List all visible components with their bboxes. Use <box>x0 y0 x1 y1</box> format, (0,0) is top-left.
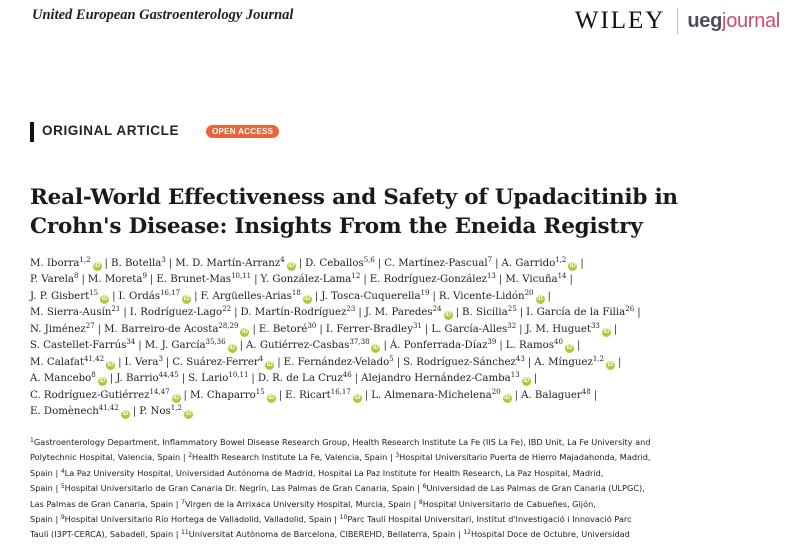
author-affiliation-ref: 13 <box>510 371 520 380</box>
author-affiliation-ref: 9 <box>142 272 147 281</box>
affiliation-text: Virgen de la Arrixaca University Hospital, Murcia, Spain | <box>185 498 419 509</box>
orcid-icon[interactable]: iD <box>566 345 573 352</box>
affiliation-number: 7 <box>181 498 185 506</box>
author-name[interactable]: R. Vicente-Lidón$^{20}$ <box>438 288 534 302</box>
affiliation-text: Spain | <box>30 467 61 478</box>
author-separator: | <box>527 356 532 368</box>
orcid-icon[interactable]: iD <box>185 411 192 418</box>
author-separator: | <box>498 274 503 286</box>
author-separator: | <box>455 307 459 319</box>
author-affiliation-ref: 7 <box>487 256 493 264</box>
author-name[interactable]: L. García-Alles$^{32}$ <box>431 321 517 335</box>
author-affiliation-ref: 28,29 <box>218 321 239 330</box>
affiliation-text: Spain | <box>30 514 61 525</box>
author-affiliation-ref: 13 <box>486 272 496 281</box>
author-line <box>30 289 770 305</box>
affiliation-line <box>30 481 775 496</box>
author-separator: | <box>109 373 114 385</box>
author-name[interactable]: P. Varela$^8$ <box>30 272 79 286</box>
author-separator: | <box>319 323 323 335</box>
affiliation-text: La Paz University Hospital, Universidad Autónoma de Madrid, Hospital La Paz Institute for Health Research, La Paz Hospital, Madrid, <box>64 467 604 478</box>
author-name[interactable]: M. Barreiro-de Acosta$^{28,29}$ <box>104 321 239 335</box>
author-separator: | <box>123 307 127 319</box>
author-name[interactable]: D. Martín-Rodríguez$^{23}$ <box>240 305 356 319</box>
orcid-icon[interactable]: iD <box>523 378 530 385</box>
orcid-icon[interactable]: iD <box>183 295 190 302</box>
author-affiliation-ref: 46 <box>342 371 352 380</box>
affiliation-text: Health Research Institute La Fe, Valencia, Spain | <box>192 452 396 463</box>
orcid-icon[interactable]: iD <box>537 295 544 302</box>
orcid-icon[interactable]: iD <box>288 263 295 269</box>
author-affiliation-ref: 32 <box>507 321 517 330</box>
author-separator: | <box>354 373 359 385</box>
author-line <box>30 305 770 321</box>
author-separator: | <box>251 373 255 385</box>
author-separator: | <box>593 389 598 401</box>
author-name[interactable]: M. J. García$^{35,36}$ <box>144 338 226 352</box>
author-affiliation-ref: 18 <box>291 288 301 297</box>
author-affiliation-ref: 24 <box>432 305 442 314</box>
author-name[interactable]: Alejandro Hernández-Camba$^{13}$ <box>361 371 520 385</box>
author-name[interactable]: S. Castellet-Farrús$^{34}$ <box>30 338 136 352</box>
orcid-icon[interactable]: iD <box>107 361 114 368</box>
author-affiliation-ref: 41,42 <box>84 354 105 363</box>
orcid-icon[interactable]: iD <box>173 394 180 401</box>
author-affiliation-ref: 16,17 <box>160 288 181 297</box>
author-separator: | <box>194 290 198 302</box>
author-name[interactable]: E. Ricart$^{16,17}$ <box>285 387 351 401</box>
author-separator: | <box>547 290 551 302</box>
author-separator: | <box>519 307 524 319</box>
affiliation-line <box>30 527 775 542</box>
author-separator: | <box>424 323 429 335</box>
affiliation-number: 10 <box>339 514 348 522</box>
author-affiliation-ref: 5,6 <box>363 256 375 264</box>
author-separator: | <box>81 274 85 286</box>
author-separator: | <box>364 389 369 401</box>
author-separator: | <box>132 406 137 418</box>
orcid-icon[interactable]: iD <box>229 345 236 352</box>
affiliation-line <box>30 435 775 450</box>
author-name[interactable]: J. M. Paredes$^{24}$ <box>364 305 442 319</box>
author-affiliation-ref: 1,2 <box>79 256 91 264</box>
author-separator: | <box>363 274 367 286</box>
orcid-icon[interactable]: iD <box>504 394 511 401</box>
author-separator: | <box>358 307 362 319</box>
author-affiliation-ref: 15 <box>255 387 265 396</box>
author-name[interactable]: J. Tosca-Cuquerella$^{19}$ <box>321 288 430 302</box>
affiliation-text: Gastroenterology Department, Inflammatory Bowel Disease Research Group, Health Research Institute La Fe (IIS La Fe), IBD Unit, La Fe University and <box>33 437 651 447</box>
affiliation-line <box>30 512 775 527</box>
author-name[interactable]: A. Gutiérrez-Casbas$^{37,38}$ <box>246 338 370 352</box>
author-affiliation-ref: 19 <box>420 288 430 297</box>
affiliation-line <box>30 450 775 465</box>
section-marker <box>30 122 34 142</box>
affiliation-text: Hospital Universitario Puerta de Hierro Majadahonda, Madrid, <box>399 452 651 463</box>
affiliation-text: Hospital Universitario de Gran Canaria Dr. Negrín, Las Palmas de Gran Canaria, Spain | <box>64 483 423 494</box>
author-affiliation-ref: 20 <box>491 387 501 396</box>
author-separator: | <box>138 340 142 352</box>
author-separator: | <box>168 258 173 269</box>
author-name[interactable]: L. Ramos$^{40}$ <box>505 338 563 352</box>
affiliation-number: 4 <box>60 467 65 475</box>
logo-divider <box>677 8 678 34</box>
author-name[interactable]: A. Garrido$^{1,2}$ <box>501 256 567 269</box>
author-separator: | <box>495 258 499 269</box>
open-access-badge: OPEN ACCESS <box>206 125 279 138</box>
author-name[interactable]: M. Iborra$^{1,2}$ <box>30 256 91 269</box>
brand-logos <box>575 6 780 36</box>
author-affiliation-ref: 27 <box>85 321 95 330</box>
author-separator: | <box>234 307 238 319</box>
author-separator: | <box>432 290 436 302</box>
author-name[interactable]: M. Moreta$^9$ <box>87 272 147 286</box>
ueg-logo-prefix: ueg <box>687 10 723 32</box>
author-affiliation-ref: 31 <box>412 321 422 330</box>
author-name[interactable]: Á. Ponferrada-Díaz$^{39}$ <box>389 338 497 352</box>
author-name[interactable]: A. Balaguer$^{48}$ <box>521 387 591 401</box>
author-separator: | <box>183 389 187 401</box>
author-affiliation-ref: 37,38 <box>349 338 370 347</box>
author-name[interactable]: C. Rodríguez-Gutiérrez$^{14,47}$ <box>30 387 170 401</box>
author-line <box>30 388 770 404</box>
affiliation-number: 3 <box>395 452 400 460</box>
author-affiliation-ref: 21 <box>111 305 121 314</box>
author-affiliation-ref: 25 <box>507 305 517 314</box>
affiliation-text: Hospital Universitario Río Hortega de Valladolid, Valladolid, Spain | <box>64 514 340 525</box>
author-line <box>30 322 770 338</box>
author-separator: | <box>576 340 581 352</box>
author-name[interactable]: A. Mínguez$^{1,2}$ <box>534 354 604 368</box>
author-name[interactable]: I. Ferrer-Bradley$^{31}$ <box>325 321 422 335</box>
author-name[interactable]: E. Rodríguez-González$^{13}$ <box>369 272 496 286</box>
affiliation-number: 11 <box>181 529 189 537</box>
author-name[interactable]: B. Botella$^3$ <box>110 256 166 269</box>
author-line <box>30 256 770 272</box>
author-separator: | <box>149 274 154 286</box>
orcid-icon[interactable]: iD <box>607 361 614 368</box>
author-name[interactable]: I. Ordás$^{16,17}$ <box>118 288 181 302</box>
article-title <box>30 183 780 241</box>
author-name[interactable]: C. Martínez-Pascual$^7$ <box>384 256 493 269</box>
author-name[interactable]: L. Almenara-Michelena$^{20}$ <box>371 387 501 401</box>
author-separator: | <box>112 290 116 302</box>
author-separator: | <box>314 290 319 302</box>
author-affiliation-ref: 20 <box>524 288 534 297</box>
orcid-icon[interactable]: iD <box>304 295 311 302</box>
author-name[interactable]: M. Calafat$^{41,42}$ <box>30 354 105 368</box>
affiliation-text: Parc Taulí Hospital Universitari, Institut d'Investigació i Innovació Parc <box>347 514 632 525</box>
author-affiliation-ref: 15 <box>89 288 99 297</box>
orcid-icon[interactable]: iD <box>354 394 361 401</box>
author-affiliation-ref: 48 <box>581 387 591 396</box>
author-separator: | <box>118 356 122 368</box>
author-line <box>30 371 770 387</box>
author-name[interactable]: C. Suárez-Ferrer$^4$ <box>172 354 264 368</box>
author-name[interactable]: M. Chaparro$^{15}$ <box>189 387 265 401</box>
orcid-icon[interactable]: iD <box>241 328 248 335</box>
author-separator: | <box>533 373 538 385</box>
author-separator: | <box>239 340 244 352</box>
author-name[interactable]: S. Lario$^{10,11}$ <box>188 371 249 385</box>
author-name[interactable]: E. Betoré$^{30}$ <box>258 321 317 335</box>
author-affiliation-ref: 4 <box>280 256 285 264</box>
author-affiliation-ref: 1,2 <box>555 256 567 264</box>
author-affiliation-ref: 34 <box>126 338 136 347</box>
author-affiliation-ref: 14 <box>557 272 567 281</box>
author-list <box>30 256 770 421</box>
affiliation-line <box>30 466 775 481</box>
orcid-icon[interactable]: iD <box>122 411 129 418</box>
orcid-icon[interactable]: iD <box>569 263 576 269</box>
author-name[interactable]: I. Rodríguez-Lago$^{22}$ <box>129 305 232 319</box>
author-affiliation-ref: 41,42 <box>98 404 119 413</box>
author-name[interactable]: E. Fernández-Velado$^5$ <box>283 354 394 368</box>
author-affiliation-ref: 1,2 <box>592 354 604 363</box>
orcid-icon[interactable]: iD <box>603 328 610 335</box>
author-name[interactable]: S. Rodríguez-Sánchez$^{43}$ <box>403 354 525 368</box>
affiliation-text: Hospital Universitario de Cabueñes, Gijón, <box>422 498 596 509</box>
orcid-icon[interactable]: iD <box>445 312 452 319</box>
affiliation-number: 12 <box>463 529 471 537</box>
orcid-icon[interactable]: iD <box>99 378 106 385</box>
affiliation-text: Hospital Doce de Octubre, Universidad <box>470 529 630 540</box>
author-affiliation-ref: 4 <box>258 354 264 363</box>
author-line <box>30 355 770 371</box>
title-line-1: Real-World Effectiveness and Safety of Upadacitinib in <box>30 185 678 210</box>
author-line <box>30 404 770 420</box>
author-affiliation-ref: 3 <box>161 256 166 264</box>
orcid-icon[interactable]: iD <box>266 361 273 368</box>
author-affiliation-ref: 39 <box>487 338 497 347</box>
author-name[interactable]: E. Brunet-Mas$^{10,11}$ <box>156 272 252 286</box>
orcid-icon[interactable]: iD <box>101 295 108 302</box>
author-separator: | <box>514 389 519 401</box>
author-affiliation-ref: 33 <box>590 321 600 330</box>
author-name[interactable]: E. Domènech$^{41,42}$ <box>30 404 119 418</box>
ueg-logo-suffix: journal <box>722 10 780 32</box>
author-name[interactable]: D. R. de La Cruz$^{46}$ <box>257 371 352 385</box>
author-separator: | <box>580 258 584 269</box>
affiliation-number: 9 <box>60 514 65 522</box>
author-separator: | <box>637 307 641 319</box>
author-name[interactable]: M. D. Martín-Arranz$^4$ <box>175 256 285 269</box>
author-affiliation-ref: 26 <box>625 305 635 314</box>
affiliation-text: Universitat Autònoma de Barcelona, CIBEREHD, Bellaterra, Spain | <box>188 529 464 540</box>
author-separator: | <box>97 323 102 335</box>
author-affiliation-ref: 1,2 <box>170 404 182 413</box>
title-line-2: Crohn's Disease: Insights From the Eneida Registry <box>30 214 643 239</box>
author-name[interactable]: N. Jiménez$^{27}$ <box>30 321 95 335</box>
affiliation-text: Spain | <box>30 483 61 494</box>
orcid-icon[interactable]: iD <box>94 263 101 269</box>
author-separator: | <box>499 340 503 352</box>
affiliation-number: 6 <box>422 483 427 491</box>
author-name[interactable]: I. Vera$^3$ <box>124 354 163 368</box>
author-line <box>30 272 770 288</box>
affiliation-number: 5 <box>60 483 65 491</box>
author-affiliation-ref: 16,17 <box>330 387 351 396</box>
author-affiliation-ref: 10,11 <box>231 272 252 281</box>
orcid-icon[interactable]: iD <box>268 394 275 401</box>
affiliation-number: 1 <box>30 437 34 444</box>
author-name[interactable]: J. Barrio$^{44,45}$ <box>116 371 179 385</box>
article-type-label: ORIGINAL ARTICLE <box>42 123 180 138</box>
author-separator: | <box>104 258 108 269</box>
author-affiliation-ref: 22 <box>222 305 232 314</box>
author-separator: | <box>298 258 303 269</box>
author-separator: | <box>377 258 382 269</box>
author-affiliation-ref: 23 <box>346 305 356 314</box>
author-name[interactable]: P. Nos$^{1,2}$ <box>139 404 182 418</box>
author-name[interactable]: D. Ceballos$^{5,6}$ <box>305 256 375 269</box>
affiliation-text: Universidad de Las Palmas de Gran Canaria (ULPGC), <box>426 483 645 494</box>
author-affiliation-ref: 30 <box>307 321 317 330</box>
author-name[interactable]: I. García de la Filia$^{26}$ <box>526 305 635 319</box>
author-name[interactable]: F. Argüelles-Arias$^{18}$ <box>200 288 301 302</box>
affiliation-text: Las Palmas de Gran Canaria, Spain | <box>30 498 182 509</box>
author-separator: | <box>254 274 258 286</box>
ueg-journal-logo <box>687 6 780 36</box>
author-name[interactable]: M. Vicuña$^{14}$ <box>505 272 567 286</box>
affiliation-number: 8 <box>418 498 423 506</box>
author-affiliation-ref: 8 <box>74 272 79 281</box>
affiliation-number: 2 <box>188 452 193 460</box>
author-name[interactable]: B. Sicilia$^{25}$ <box>462 305 517 319</box>
author-affiliation-ref: 44,45 <box>158 371 179 380</box>
author-affiliation-ref: 35,36 <box>205 338 226 347</box>
author-separator: | <box>569 274 573 286</box>
author-separator: | <box>519 323 523 335</box>
author-affiliation-ref: 14,47 <box>149 387 170 396</box>
author-affiliation-ref: 43 <box>515 354 525 363</box>
author-affiliation-ref: 5 <box>389 354 394 363</box>
author-separator: | <box>396 356 401 368</box>
affiliation-line <box>30 497 775 512</box>
author-affiliation-ref: 40 <box>554 338 563 347</box>
author-name[interactable]: M. Sierra-Ausín$^{21}$ <box>30 305 121 319</box>
author-separator: | <box>277 356 281 368</box>
author-affiliation-ref: 10,11 <box>228 371 249 380</box>
affiliation-text: Polytechnic Hospital, Valencia, Spain | <box>30 452 189 463</box>
author-separator: | <box>181 373 186 385</box>
journal-name: United European Gastroenterology Journal <box>32 7 294 23</box>
author-separator: | <box>613 323 618 335</box>
wiley-logo: WILEY <box>574 7 666 34</box>
affiliation-text: Taulí (I3PT-CERCA), Sabadell, Spain | <box>30 529 182 540</box>
author-line <box>30 338 770 354</box>
author-affiliation-ref: 3 <box>158 354 163 363</box>
author-name[interactable]: A. Mancebo$^8$ <box>30 371 96 385</box>
author-separator: | <box>617 356 622 368</box>
author-separator: | <box>165 356 170 368</box>
orcid-icon[interactable]: iD <box>372 345 379 352</box>
author-name[interactable]: Y. González-Lama$^{12}$ <box>260 272 361 286</box>
author-separator: | <box>278 389 283 401</box>
author-name[interactable]: J. P. Gisbert$^{15}$ <box>30 288 99 302</box>
author-affiliation-ref: 12 <box>351 272 361 281</box>
author-separator: | <box>383 340 387 352</box>
affiliations <box>30 435 775 543</box>
author-name[interactable]: J. M. Huguet$^{33}$ <box>525 321 600 335</box>
author-separator: | <box>252 323 256 335</box>
author-affiliation-ref: 8 <box>91 371 96 380</box>
